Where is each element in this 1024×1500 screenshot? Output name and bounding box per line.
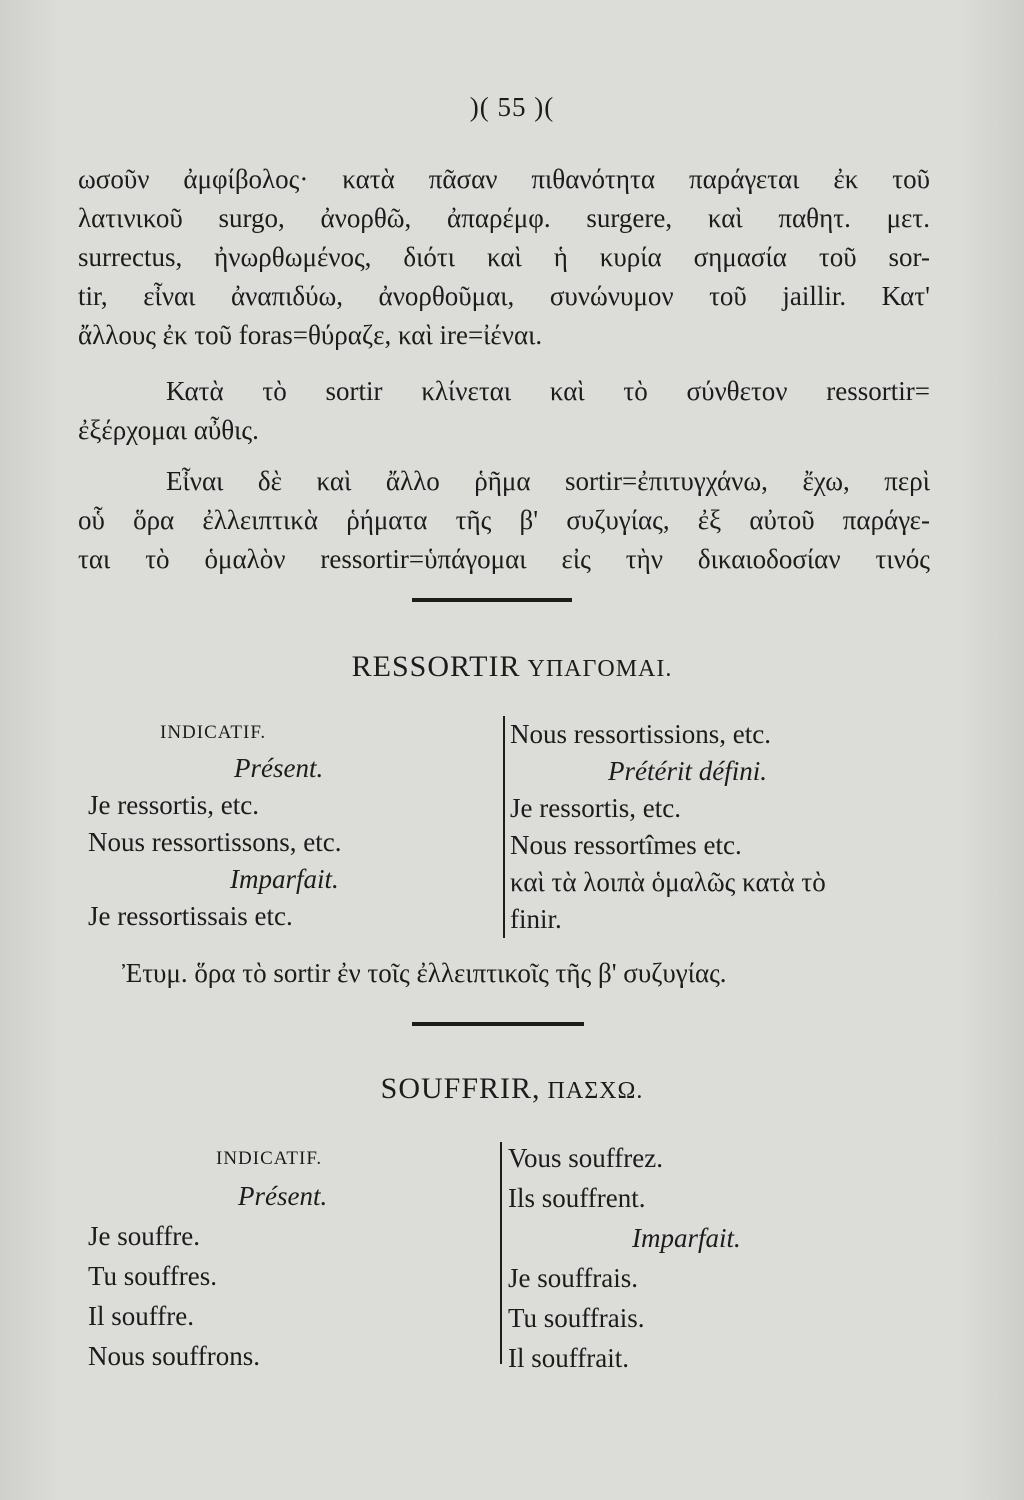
text-line: Κατὰ τὸ sortir κλίνεται καὶ τὸ σύνθετον ressortir=: [166, 376, 930, 406]
heading-greek: ΠΑΣΧΩ.: [547, 1078, 644, 1104]
text-line: Εἶναι δὲ καὶ ἄλλο ῥῆμα sortir=ἐπιτυγχάνω, ἔχω, περὶ: [166, 466, 930, 496]
text-line: ται τὸ ὁμαλὸν ressortir=ὑπάγομαι εἰς τὴν δικαιοδοσίαν τινός: [78, 544, 930, 574]
conjugation-line: Nous ressortîmes etc.: [510, 830, 742, 860]
conjugation-right-column: [510, 716, 940, 938]
conjugation-line: Tu souffres.: [88, 1261, 218, 1291]
mood-label: INDICATIF.: [160, 722, 267, 743]
conjugation-line: Je souffrais.: [508, 1263, 638, 1293]
tense-label: Imparfait.: [230, 864, 339, 894]
heading-greek: ΥΠΑΓΟΜΑΙ.: [527, 656, 673, 682]
page-number: )( 55 )(: [469, 92, 555, 122]
etymology-note: Ἐτυμ. ὅρα τὸ sortir ἐν τοῖς ἐλλειπτικοῖς τῆς β' συζυγίας.: [122, 958, 727, 988]
conjugation-line: finir.: [510, 904, 562, 934]
conjugation-line: καὶ τὰ λοιπὰ ὁμαλῶς κατὰ τὸ: [510, 867, 826, 897]
conjugation-line: Nous ressortissons, etc.: [88, 827, 342, 857]
text-line: ἄλλους ἐκ τοῦ foras=θύραζε, καὶ ire=ἰέναι.: [78, 320, 543, 350]
conjugation-line: Je ressortis, etc.: [510, 793, 681, 823]
conjugation-line: Vous souffrez.: [508, 1143, 663, 1173]
paragraph-ressortir: [78, 372, 930, 450]
column-divider: [500, 1142, 502, 1364]
conjugation-line: Il souffre.: [88, 1301, 194, 1331]
heading-french: RESSORTIR: [351, 650, 521, 683]
text-line: surrectus, ἠνωρθωμένος, διότι καὶ ἡ κυρία σημασία τοῦ sor-: [78, 242, 930, 272]
heading-french: SOUFFRIR,: [380, 1072, 541, 1105]
text-line: οὗ ὅρα ἐλλειπτικὰ ῥήματα τῆς β' συζυγίας, ἐξ αὐτοῦ παράγε-: [78, 505, 930, 535]
tense-label: Prétérit défini.: [608, 756, 767, 786]
section-divider: [412, 1022, 584, 1026]
text-line: ἐξέρχομαι αὖθις.: [78, 415, 259, 445]
text-line: λατινικοῦ surgo, ἀνορθῶ, ἀπαρέμφ. surgere, καὶ παθητ. μετ.: [78, 203, 930, 233]
tense-label: Présent.: [238, 1181, 328, 1211]
conjugation-left-column: [88, 1142, 498, 1376]
column-divider: [503, 716, 505, 938]
conjugation-right-column: [508, 1138, 938, 1378]
tense-label: Imparfait.: [632, 1223, 741, 1253]
paragraph-etymology: [78, 160, 930, 355]
conjugation-line: Je ressortis, etc.: [88, 790, 259, 820]
tense-label: Présent.: [234, 753, 324, 783]
conjugation-line: Je souffre.: [88, 1221, 200, 1251]
section-divider: [412, 598, 572, 602]
text-line: ωσοῦν ἀμφίβολος· κατὰ πᾶσαν πιθανότητα παράγεται ἐκ τοῦ: [78, 164, 930, 194]
conjugation-line: Nous souffrons.: [88, 1341, 261, 1371]
conjugation-line: Ils souffrent.: [508, 1183, 646, 1213]
paragraph-sortir-other: [78, 462, 930, 579]
conjugation-line: Il souffrait.: [508, 1343, 629, 1373]
conjugation-line: Je ressortissais etc.: [88, 901, 293, 931]
section-heading-ressortir: [0, 650, 1024, 684]
conjugation-line: Nous ressortissions, etc.: [510, 719, 771, 749]
mood-label: INDICATIF.: [216, 1148, 323, 1169]
conjugation-left-column: [88, 716, 498, 935]
conjugation-line: Tu souffrais.: [508, 1303, 645, 1333]
text-line: tir, εἶναι ἀναπιδύω, ἀνορθοῦμαι, συνώνυμον τοῦ jaillir. Κατ': [78, 281, 930, 311]
section-heading-souffrir: [0, 1072, 1024, 1106]
